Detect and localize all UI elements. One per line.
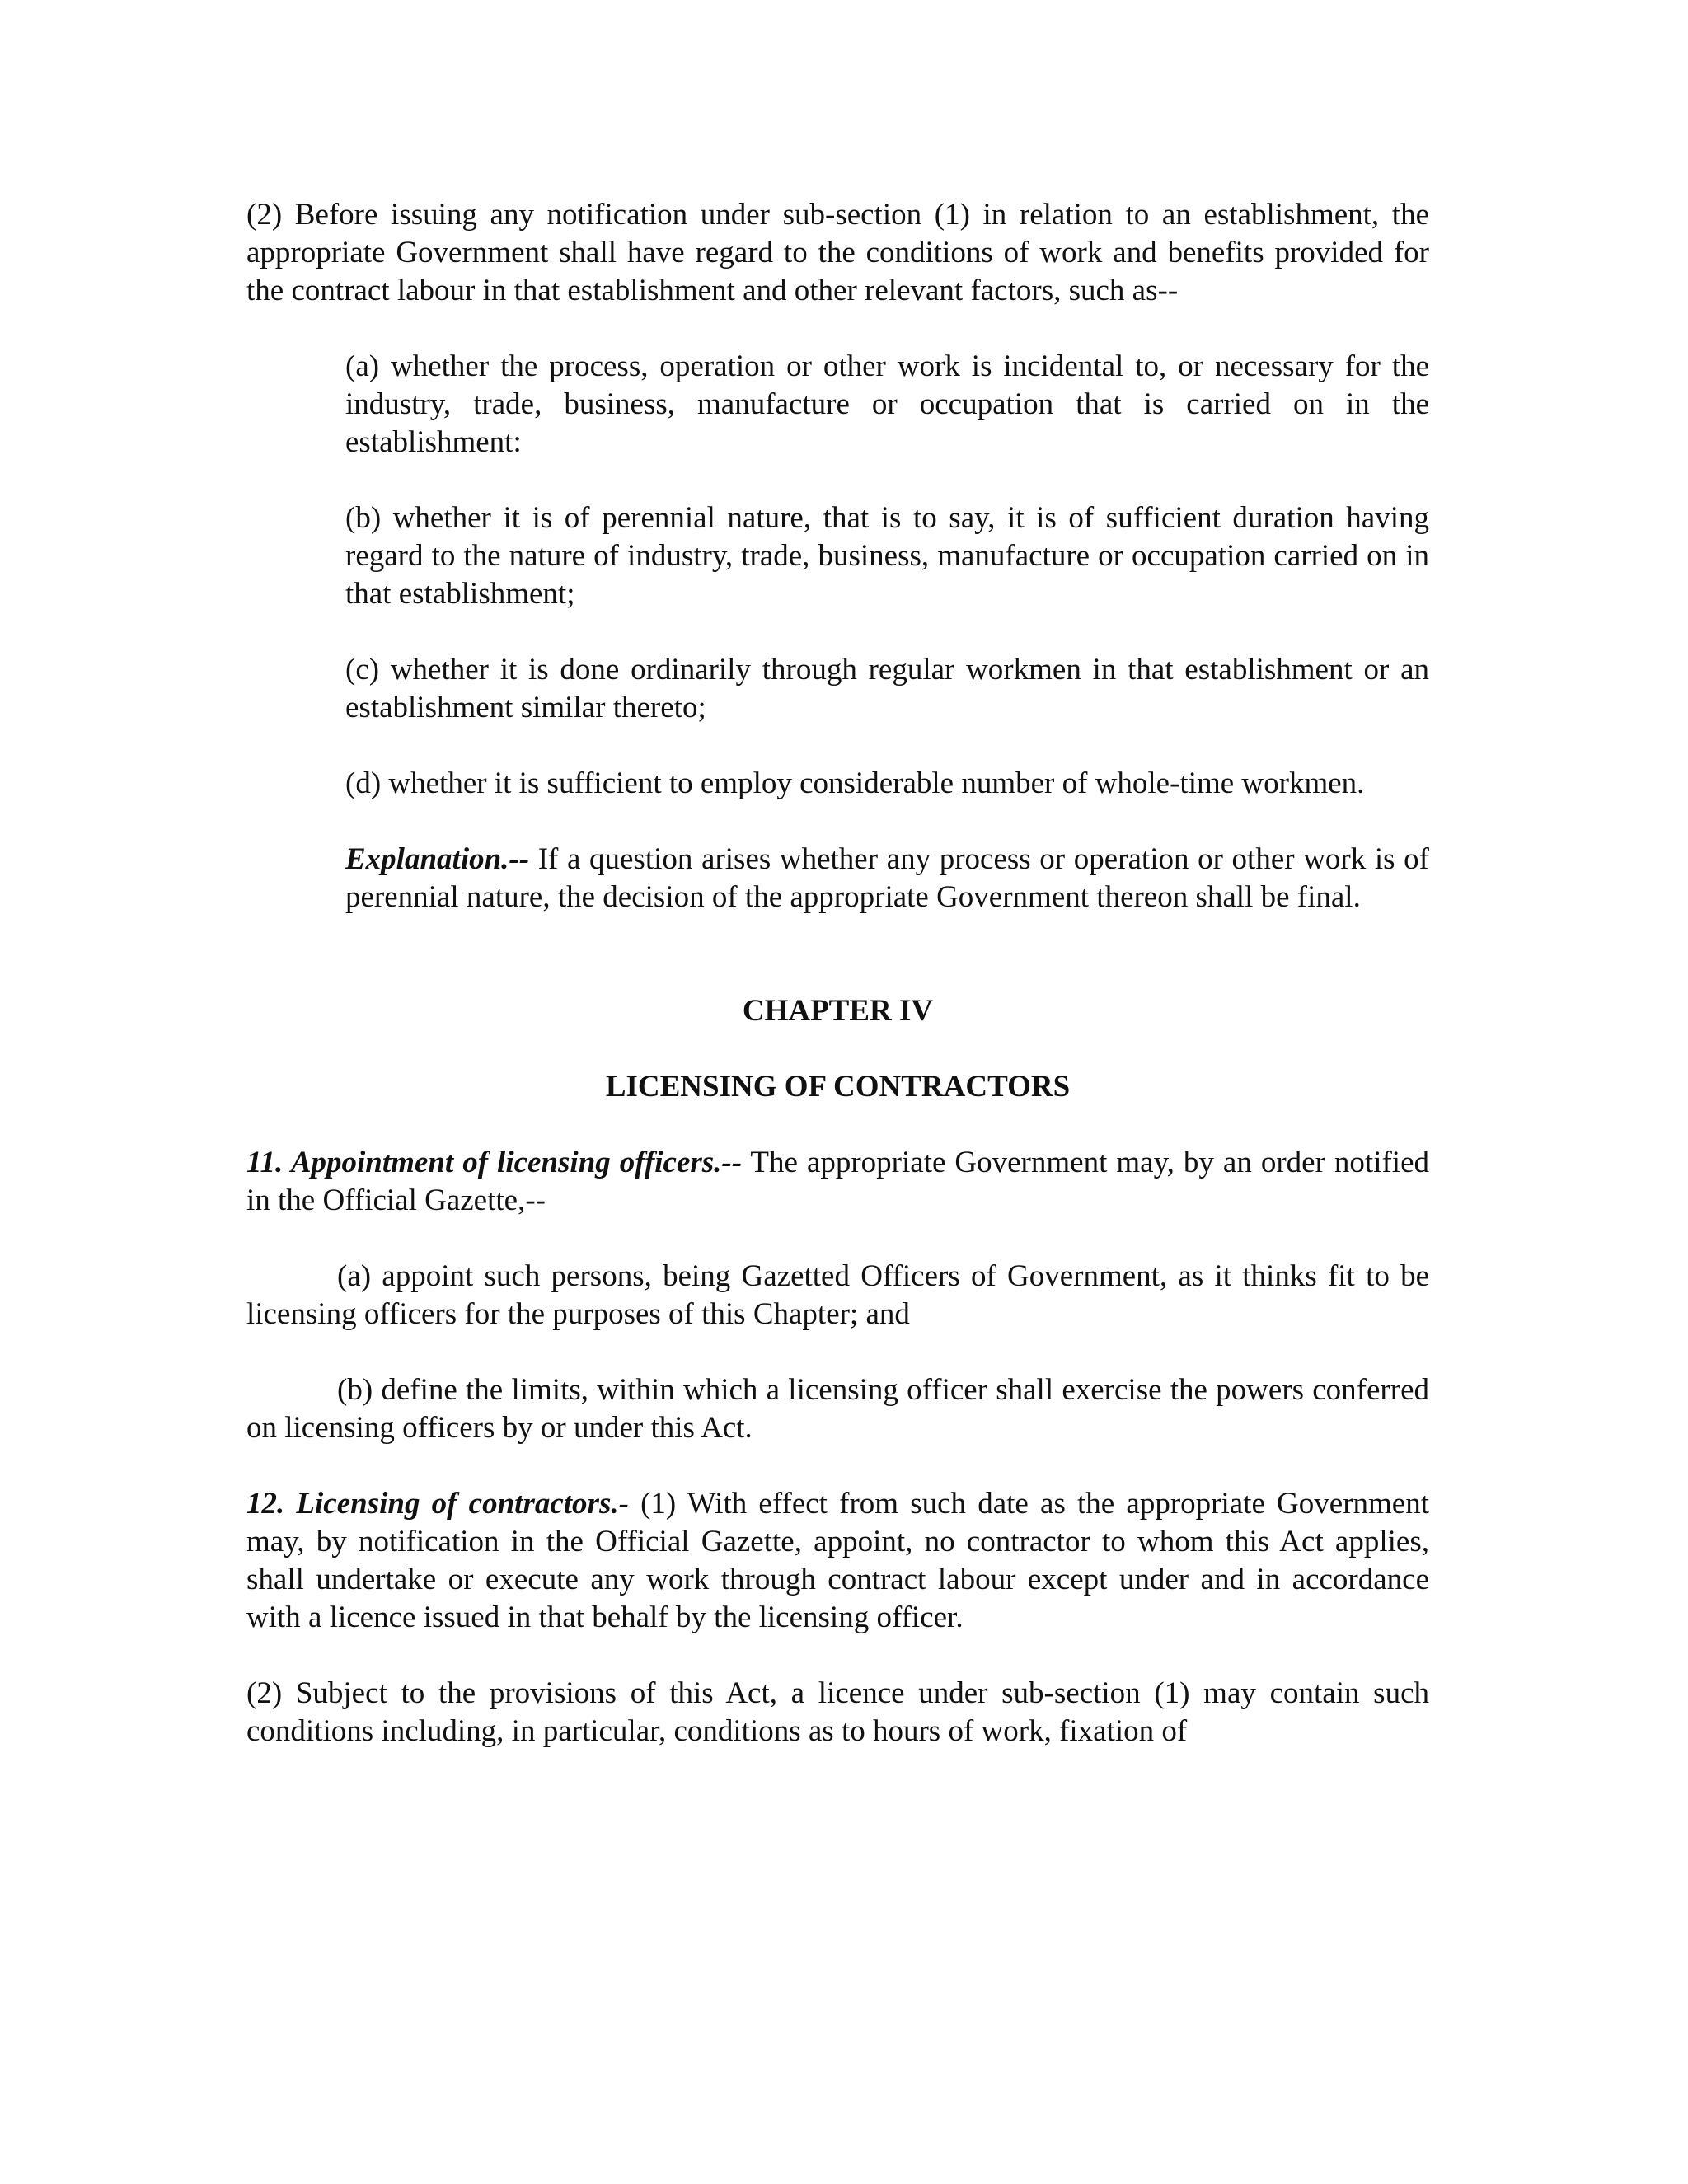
section-11 bbox=[246, 1144, 1429, 1220]
factor-d: (d) whether it is sufficient to employ considerable number of whole-time workmen. bbox=[345, 766, 1365, 800]
section-11-item-a: (a) appoint such persons, being Gazetted Officers of Government, as it thinks fit to be licensing officers for the purposes of this Chapter; and bbox=[246, 1259, 1429, 1331]
chapter-title: LICENSING OF CONTRACTORS bbox=[605, 1070, 1071, 1104]
explanation-text: If a question arises whether any process or operation or other work is of perennial nature, the decision of the appropriate Government thereon shall be final. bbox=[345, 842, 1429, 914]
sec10-subsection-2-intro: (2) Before issuing any notification under sub-section (1) in relation to an establishment, the appropriate Government shall have regard to the conditions of work and benefits provided for the contract labour in that establishment and other relevant factors, such as-- bbox=[246, 198, 1429, 307]
factor-b: (b) whether it is of perennial nature, that is to say, it is of sufficient duration having regard to the nature of industry, trade, business, manufacture or occupation carried on in that establishment; bbox=[345, 501, 1429, 611]
section-12-text: (1) With effect from such date as the appropriate Government may, by notification in the Official Gazette, appoint, no contractor to whom this Act applies, shall undertake or execute any work through contract labour except under and in accordance with a licence issued in that behalf by the licensing officer. bbox=[246, 1487, 1429, 1634]
section-11-heading: 11. Appointment of licensing officers.-- bbox=[246, 1146, 743, 1179]
factor-c: (c) whether it is done ordinarily through regular workmen in that establishment or an establishment similar thereto; bbox=[345, 653, 1429, 724]
factor-a: (a) whether the process, operation or other work is incidental to, or necessary for the industry, trade, business, manufacture or occupation that is carried on in the establishment: bbox=[345, 349, 1429, 459]
section-12-subsection-2: (2) Subject to the provisions of this Act, a licence under sub-section (1) may contain such conditions including, in particular, conditions as to hours of work, fixation of bbox=[246, 1676, 1429, 1748]
section-12-heading: 12. Licensing of contractors.- bbox=[246, 1487, 629, 1521]
section-11-item-b: (b) define the limits, within which a licensing officer shall exercise the powers conferred on licensing officers by or under this Act. bbox=[246, 1373, 1429, 1445]
chapter-number: CHAPTER IV bbox=[742, 994, 934, 1028]
explanation bbox=[345, 841, 1429, 916]
explanation-label: Explanation.-- bbox=[345, 842, 530, 876]
section-12 bbox=[246, 1485, 1429, 1637]
section-11-text: The appropriate Government may, by an order notified in the Official Gazette,-- bbox=[246, 1146, 1429, 1217]
